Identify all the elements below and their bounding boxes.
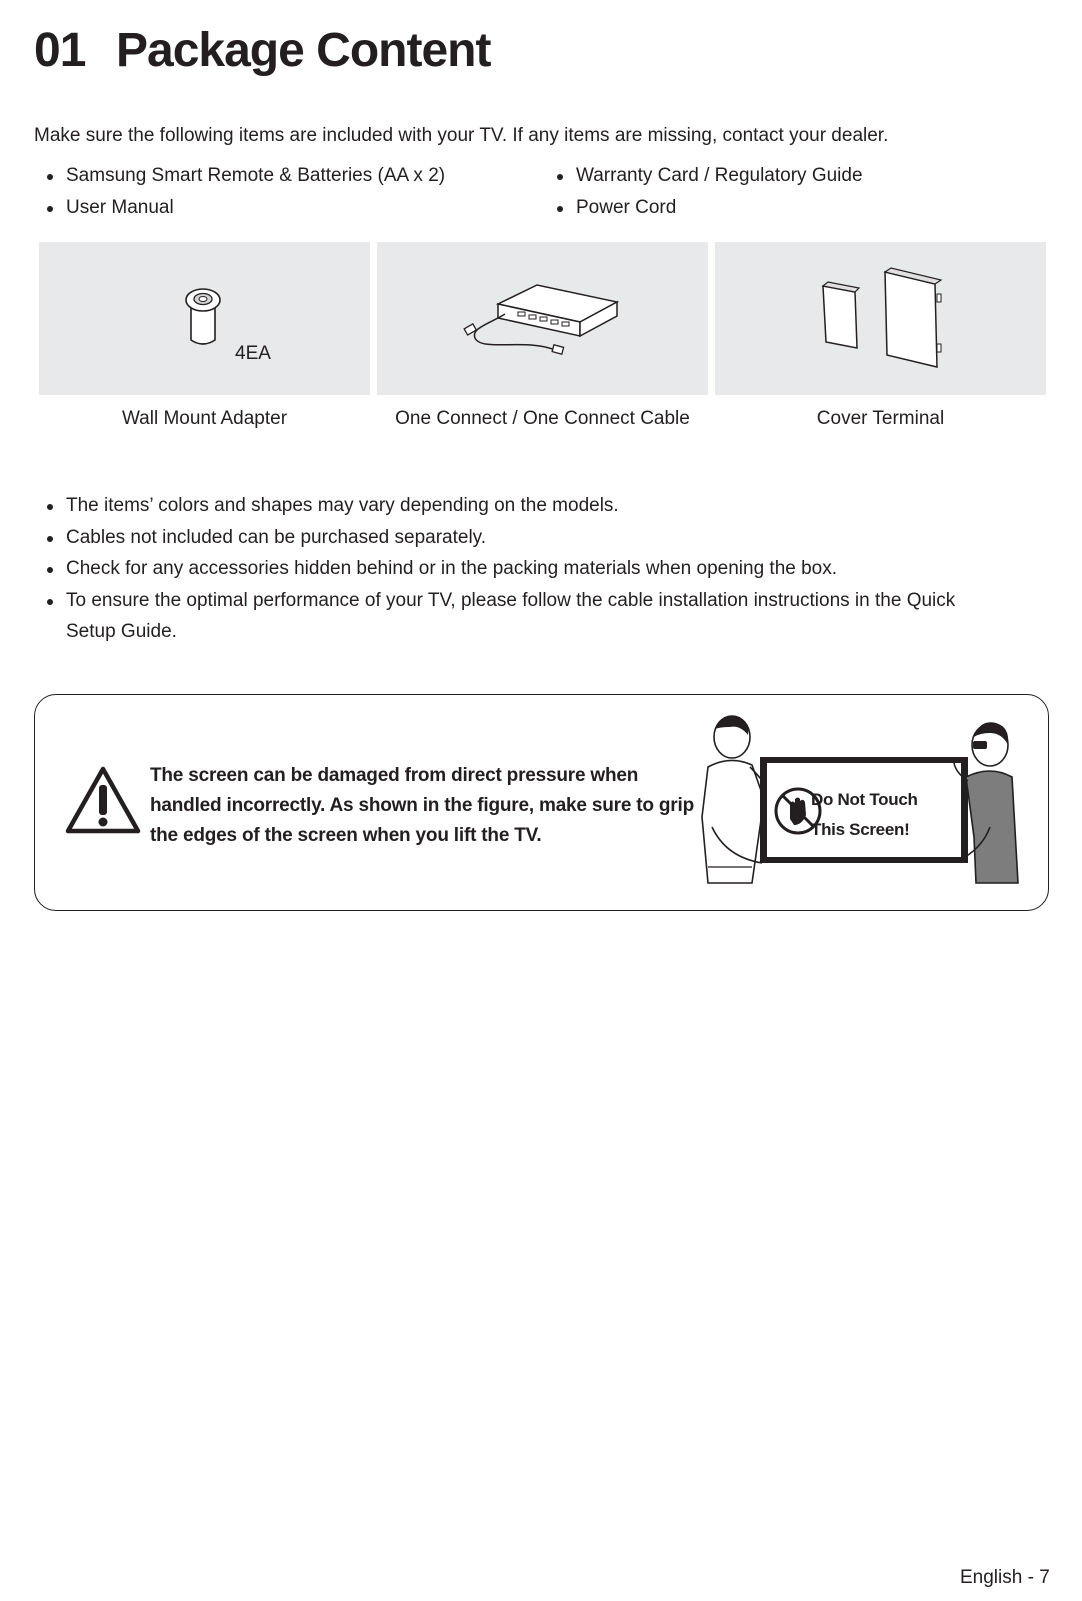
wall-mount-adapter-icon [39, 242, 370, 395]
caution-line: handled incorrectly. As shown in the figure, make sure to grip [150, 795, 694, 816]
cover-terminal-icon [715, 242, 1046, 395]
accessory-caption: Cover Terminal [816, 408, 945, 429]
intro-text: Make sure the following items are included with your TV. If any items are missing, contact your dealer. [34, 125, 889, 146]
package-item: User Manual [34, 196, 174, 220]
accessory-panel-cover-terminal [715, 242, 1046, 395]
accessory-panel-one-connect [377, 242, 708, 395]
caution-text [150, 761, 710, 851]
warning-triangle-icon [65, 765, 141, 835]
package-item: Samsung Smart Remote & Batteries (AA x 2) [34, 164, 445, 188]
one-connect-box-icon [377, 242, 708, 395]
note-item: Check for any accessories hidden behind or in the packing materials when opening the box. [34, 557, 837, 581]
accessory-panel-wall-mount [39, 242, 370, 395]
caution-line: the edges of the screen when you lift the TV. [150, 825, 542, 846]
caution-line: The screen can be damaged from direct pressure when [150, 765, 639, 786]
sign-line: This Screen! [811, 820, 910, 839]
package-item: Warranty Card / Regulatory Guide [544, 164, 863, 188]
note-item: Cables not included can be purchased separately. [34, 526, 486, 550]
package-item: Power Cord [544, 196, 676, 220]
note-item: To ensure the optimal performance of your TV, please follow the cable installation instructions in the Quick [34, 589, 955, 613]
caution-box [34, 694, 1049, 911]
note-item-continued: Setup Guide. [66, 621, 177, 642]
section-title: Package Content [116, 24, 491, 77]
quantity-label: 4EA [235, 343, 271, 364]
sign-line: Do Not Touch [811, 790, 918, 809]
do-not-touch-sign [811, 785, 918, 845]
page-title [34, 22, 490, 80]
accessory-caption: One Connect / One Connect Cable [395, 408, 690, 429]
accessory-caption: Wall Mount Adapter [121, 408, 288, 429]
page-number: English - 7 [960, 1567, 1050, 1588]
note-item: The items’ colors and shapes may vary depending on the models. [34, 494, 619, 518]
section-number: 01 [34, 24, 86, 77]
